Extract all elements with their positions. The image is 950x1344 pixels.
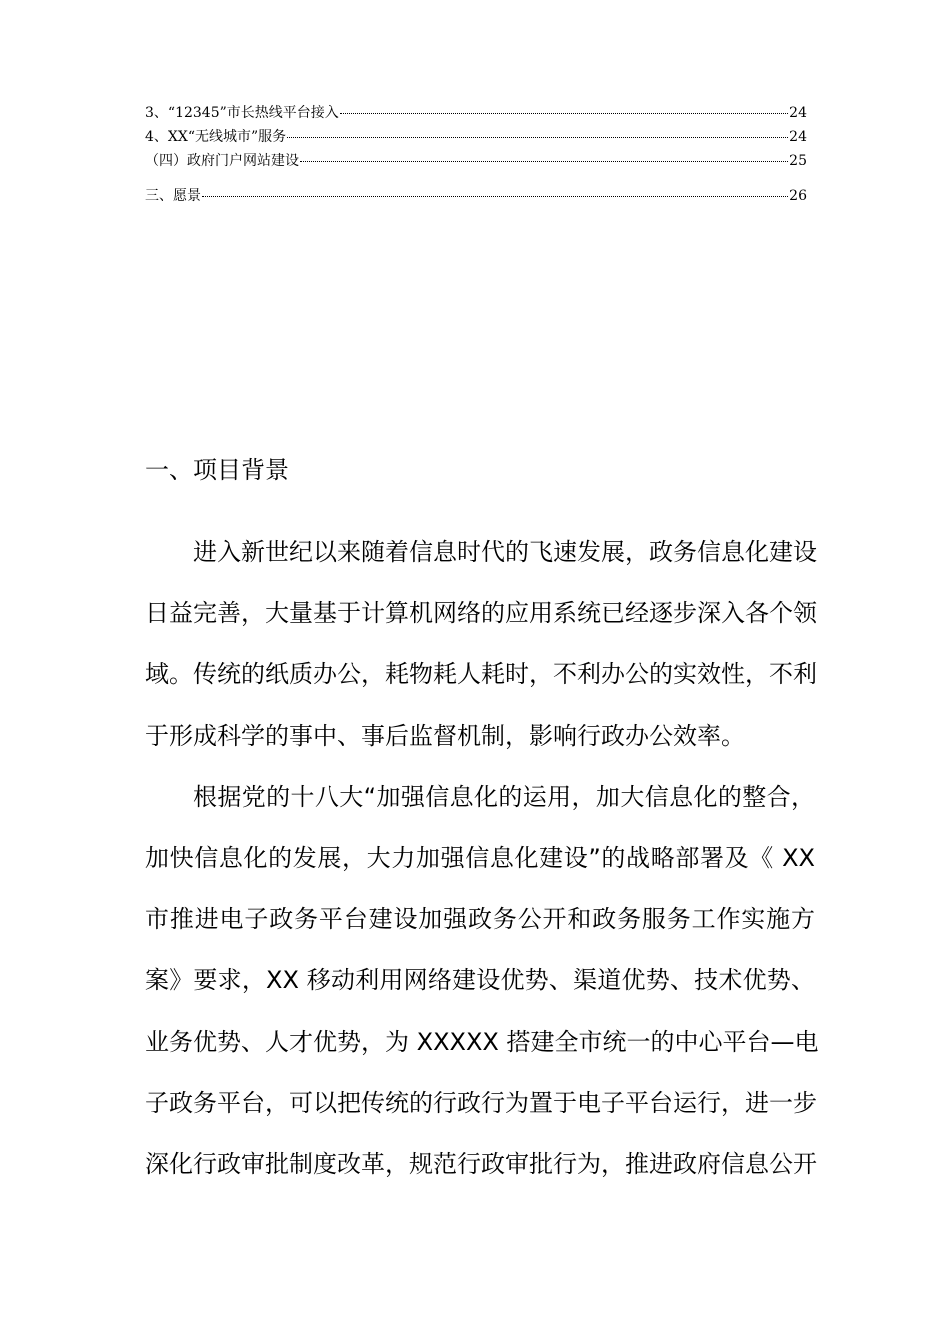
toc-entry[interactable] (145, 150, 807, 174)
toc-entry-label: 三、愿景 (145, 188, 201, 204)
paragraph-line: 域。传统的纸质办公，耗物耗人耗时，不利办公的实效性，不利 (145, 660, 817, 689)
toc-dot-leader (300, 161, 788, 162)
paragraph-line: 于形成科学的事中、事后监督机制，影响行政办公效率。 (145, 721, 745, 750)
toc-dot-leader (202, 196, 788, 197)
toc-entry[interactable] (145, 126, 807, 150)
toc-dot-leader (340, 113, 788, 114)
toc-dot-leader (287, 137, 788, 138)
section-heading: 一、项目背景 (145, 456, 289, 484)
paragraph-policy-basis (145, 767, 819, 1195)
paragraph-line: 加快信息化的发展，大力加强信息化建设”的战略部署及《 XX (145, 843, 815, 872)
toc-entry-page: 26 (789, 188, 807, 204)
paragraph-line: 日益完善，大量基于计算机网络的应用系统已经逐步深入各个领 (145, 599, 817, 628)
toc-entry-label: 3、“12345”市长热线平台接入 (145, 105, 339, 121)
toc-entry-label: 4、XX“无线城市”服务 (145, 129, 287, 145)
paragraph-line: 案》要求，XX 移动利用网络建设优势、渠道优势、技术优势、 (145, 966, 815, 995)
paragraph-line: 根据党的十八大“加强信息化的运用，加大信息化的整合， (193, 782, 815, 811)
toc-entry-page: 25 (789, 153, 807, 169)
toc-entry-label: （四）政府门户网站建设 (145, 153, 299, 169)
paragraph-line: 子政务平台，可以把传统的行政行为置于电子平台运行，进一步 (145, 1088, 817, 1117)
paragraph-line: 业务优势、人才优势，为 XXXXX 搭建全市统一的中心平台—电 (145, 1027, 819, 1056)
table-of-contents (145, 102, 807, 209)
toc-entry-page: 24 (789, 105, 807, 121)
paragraph-line: 深化行政审批制度改革，规范行政审批行为，推进政府信息公开 (145, 1149, 817, 1178)
toc-entry-page: 24 (789, 129, 807, 145)
paragraph-line: 市推进电子政务平台建设加强政务公开和政务服务工作实施方 (145, 905, 815, 934)
paragraph-line: 进入新世纪以来随着信息时代的飞速发展，政务信息化建设 (193, 538, 817, 566)
section-body (145, 522, 819, 1195)
toc-entry[interactable] (145, 185, 807, 209)
paragraph-background-intro (145, 522, 815, 767)
toc-entry[interactable] (145, 102, 807, 126)
